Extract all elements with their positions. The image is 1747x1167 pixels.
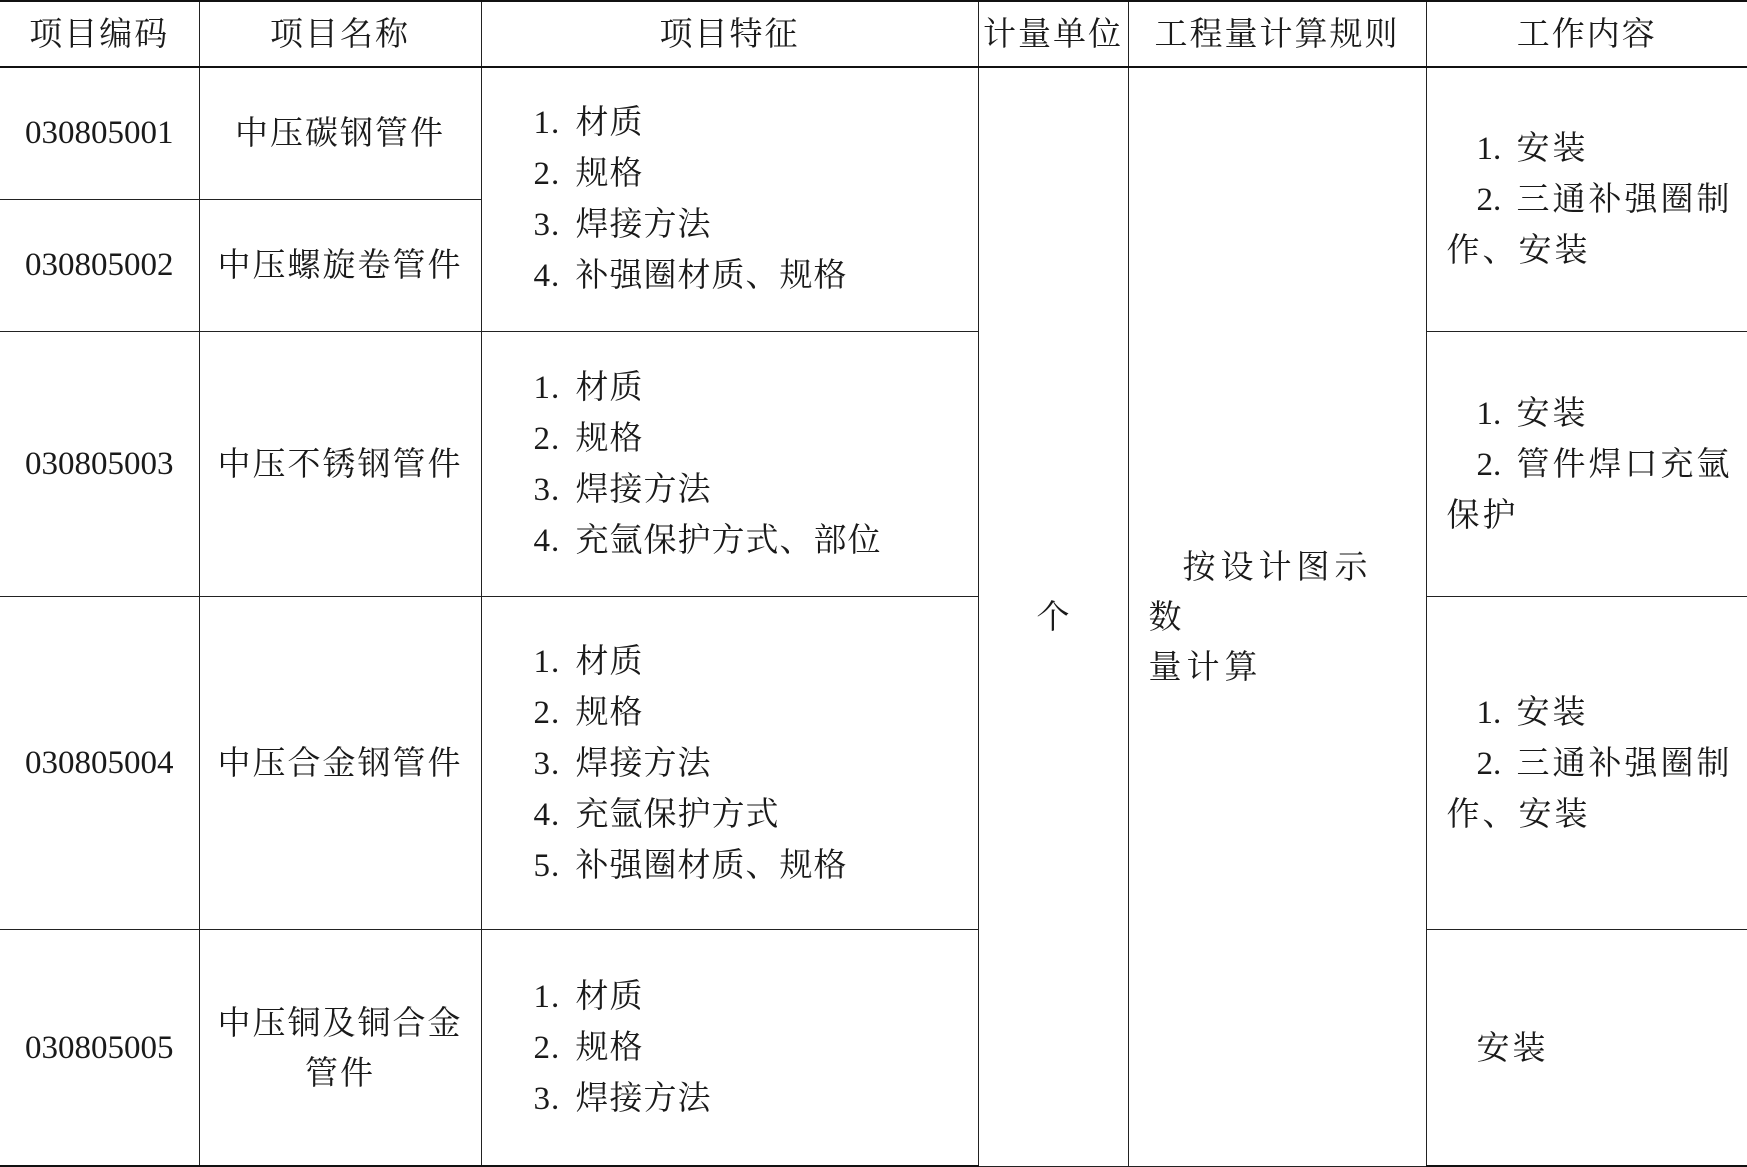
feature-line: 1. 材质: [533, 102, 644, 142]
item-name-text: 中压不锈钢管件: [217, 444, 463, 484]
work-line: 2. 三通补强圈制: [1476, 743, 1733, 783]
work-line: 1. 安装: [1476, 393, 1589, 433]
item-code: 030805001: [0, 67, 199, 199]
header-work: 工作内容: [1426, 1, 1747, 67]
work-content: [1426, 67, 1747, 331]
feature-line: 2. 规格: [533, 1027, 644, 1067]
item-name: [199, 331, 481, 596]
item-name-text: 中压螺旋卷管件: [217, 245, 463, 285]
work-line: 1. 安装: [1476, 692, 1589, 732]
item-code: 030805004: [0, 597, 199, 930]
item-code: 030805003: [0, 331, 199, 596]
item-name-text: 中压碳钢管件: [235, 113, 445, 153]
table-row: [0, 597, 1747, 930]
feature-line: 1. 材质: [533, 640, 644, 680]
header-row: [0, 1, 1747, 67]
item-code: 030805005: [0, 930, 199, 1166]
feature-line: 3. 焊接方法: [533, 204, 712, 244]
feature-line: 4. 充氩保护方式: [533, 793, 780, 833]
work-line: 1. 安装: [1476, 128, 1589, 168]
rule-line-1: 按设计图示数: [1148, 546, 1373, 636]
work-content: [1426, 930, 1747, 1166]
item-name-text: 中压铜及铜合金: [217, 1002, 463, 1042]
feature-line: 4. 充氩保护方式、部位: [533, 520, 882, 560]
item-name: [199, 199, 481, 331]
header-rule: 工程量计算规则: [1128, 1, 1426, 67]
item-features: [481, 331, 978, 596]
item-name: [199, 67, 481, 199]
header-unit: 计量单位: [978, 1, 1128, 67]
work-content: [1426, 331, 1747, 596]
feature-line: 5. 补强圈材质、规格: [533, 844, 848, 884]
item-name-text: 中压合金钢管件: [217, 743, 463, 783]
feature-line: 3. 焊接方法: [533, 469, 712, 509]
work-line: 2. 三通补强圈制: [1476, 179, 1733, 219]
feature-line: 1. 材质: [533, 976, 644, 1016]
table-row: [0, 930, 1747, 1166]
work-line: 2. 管件焊口充氩: [1476, 444, 1733, 484]
item-features: [481, 930, 978, 1166]
work-line: 安装: [1476, 1027, 1549, 1067]
measure-unit: 个: [978, 67, 1128, 1166]
item-name: [199, 930, 481, 1166]
item-features: [481, 67, 978, 331]
feature-line: 2. 规格: [533, 153, 644, 193]
feature-line: 2. 规格: [533, 691, 644, 731]
feature-line: 1. 材质: [533, 367, 644, 407]
item-name-text-line2: 管件: [305, 1052, 375, 1092]
header-code: 项目编码: [0, 1, 199, 67]
calculation-rule: [1128, 67, 1426, 1166]
header-features: 项目特征: [481, 1, 978, 67]
item-code: 030805002: [0, 199, 199, 331]
work-line: 保护: [1446, 495, 1519, 535]
feature-line: 2. 规格: [533, 418, 644, 458]
work-line: 作、安装: [1446, 230, 1591, 270]
rule-line-2: 量计算: [1148, 646, 1263, 686]
item-name: [199, 597, 481, 930]
work-content: [1426, 597, 1747, 930]
table-row: [0, 331, 1747, 596]
feature-line: 3. 焊接方法: [533, 1078, 712, 1118]
work-line: 作、安装: [1446, 794, 1591, 834]
header-name: 项目名称: [199, 1, 481, 67]
feature-line: 3. 焊接方法: [533, 742, 712, 782]
feature-line: 4. 补强圈材质、规格: [533, 255, 848, 295]
table-row: [0, 67, 1747, 199]
item-features: [481, 597, 978, 930]
